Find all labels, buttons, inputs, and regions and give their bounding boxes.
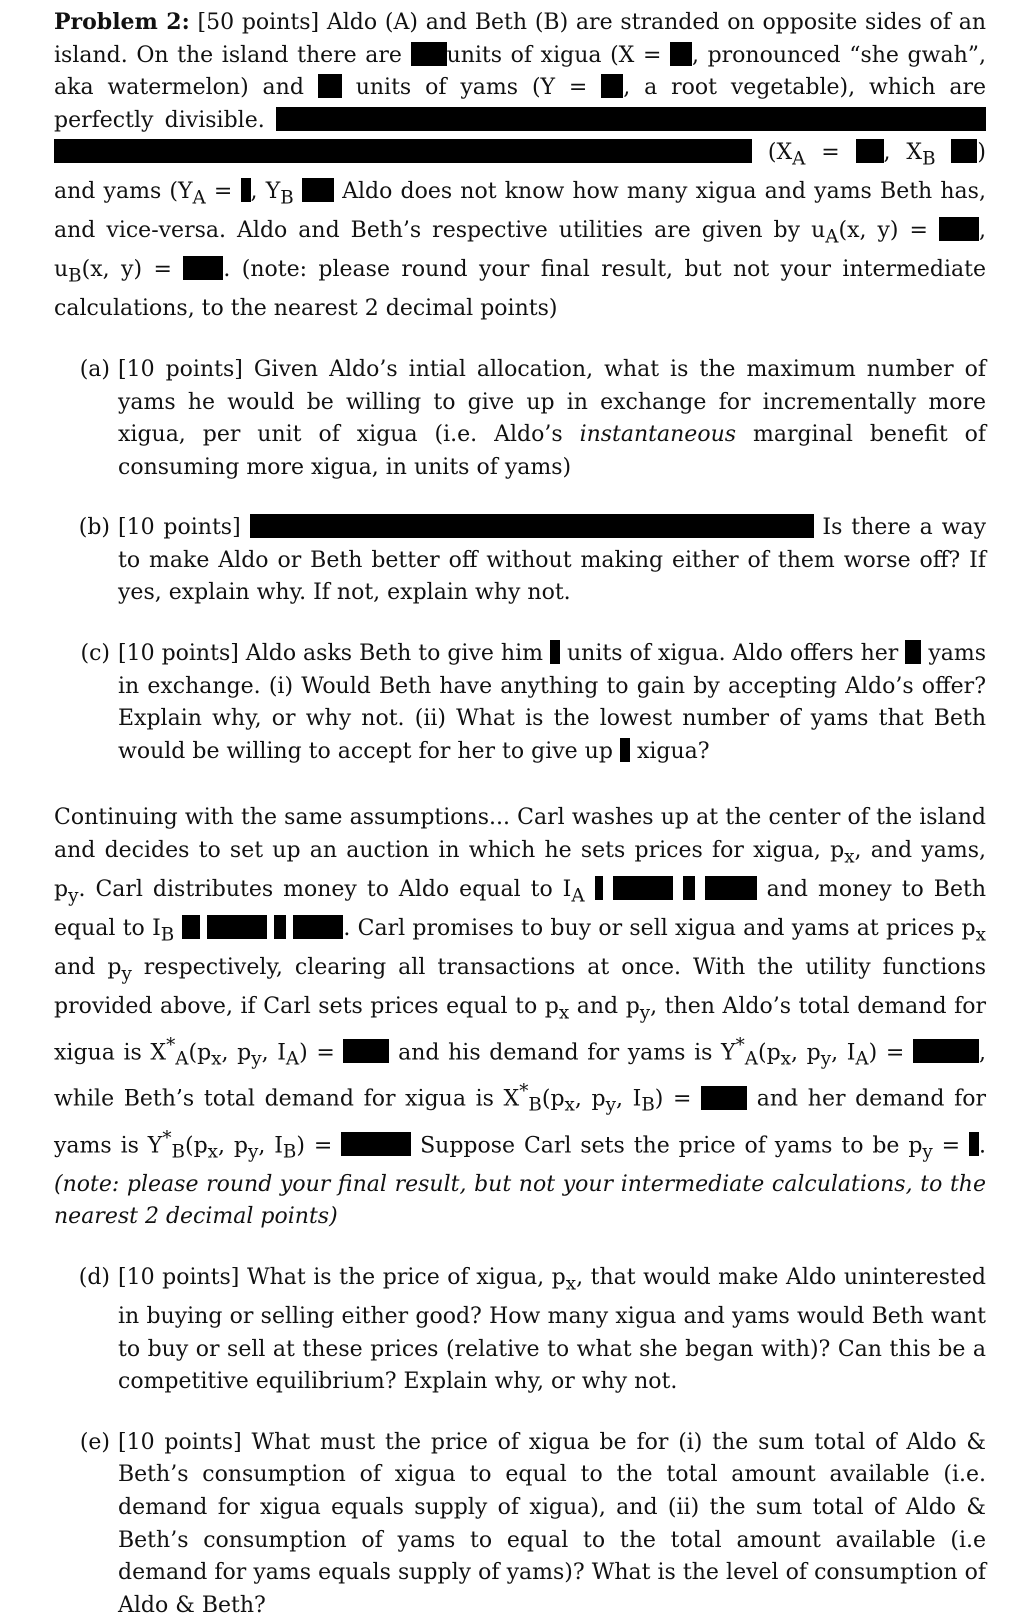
redaction	[318, 74, 342, 98]
redaction	[601, 74, 623, 98]
problem-intro: Problem 2: [50 points] Aldo (A) and Beth (B) are stranded on opposite sides of an island. On the island there are units of xigua (X = , pronounced “she gwah”, aka watermelon) and units of yams (Y = , a root vegetable), which are perfectly divisible. ($X_A$ = , $X_B$ ) and yams ($Y_A$ = , $Y_B$ Aldo does not know how many xigua and yams Beth has, and vice-versa. Aldo and Beth’s respective utilities are given by $u_A(x$, y) = , $u_B(x$, y) = . (note: please round your final result, but not your intermediate calculations, to the nearest 2 decimal points)	[54, 9, 987, 322]
part-a: (a) [10 points] Given Aldo’s intial allocation, what is the maximum number of yams he would be willing to give up in exchange for incrementally more xigua, per unit of xigua (i.e. Aldo’s instantaneous marginal benefit of consuming more xigua, in units of yams)	[79, 356, 986, 480]
redaction	[54, 139, 752, 163]
redaction	[207, 915, 267, 939]
redaction	[182, 915, 200, 939]
redaction	[411, 42, 447, 66]
redaction	[670, 42, 692, 66]
redaction	[683, 876, 695, 900]
redaction	[250, 514, 814, 538]
redaction	[241, 178, 251, 202]
redaction	[274, 915, 286, 939]
part-e: (e) [10 points] What must the price of xigua be for (i) the sum total of Aldo & Beth’s consumption of xigua to equal to the total amount available (i.e. demand for xigua equals supply of xigua), and (ii) the sum total of Aldo & Beth’s consumption of yams to equal to the total amount available (i.e demand for yams equals supply of yams)? What is the level of consumption of Aldo & Beth?	[79, 1429, 986, 1618]
redaction	[905, 640, 921, 664]
problem-label: Problem 2:	[54, 9, 190, 35]
redaction	[969, 1132, 979, 1156]
redaction	[595, 876, 603, 900]
redaction	[550, 640, 560, 664]
redaction	[620, 738, 630, 762]
redaction	[613, 876, 673, 900]
redaction	[705, 876, 757, 900]
redaction	[939, 217, 979, 241]
redaction	[913, 1039, 979, 1063]
redaction	[341, 1132, 411, 1156]
part-d: (d) [10 points] What is the price of xigua, $p_x$, that would make Aldo uninterested in buying or selling either good? How many xigua and yams would Beth want to buy or sell at these prices (relative to what she began with)? Can this be a competitive equilibrium? Explain why, or why not.	[78, 1265, 986, 1395]
redaction	[856, 139, 884, 163]
redaction	[701, 1086, 747, 1110]
redaction	[293, 915, 343, 939]
redaction	[302, 178, 334, 202]
part-b: (b) [10 points] Is there a way to make Aldo or Beth better off without making either of them worse off? If yes, explain why. If not, explain why not.	[78, 515, 986, 606]
redaction	[183, 256, 223, 280]
redaction	[343, 1039, 389, 1063]
part-c: (c) [10 points] Aldo asks Beth to give him units of xigua. Aldo offers her yams in exchange. (i) Would Beth have anything to gain by accepting Aldo’s offer? Explain why, or why not. (ii) What is the lowest number of yams that Beth would be willing to accept for her to give up xigua?	[80, 641, 987, 764]
redaction	[951, 139, 977, 163]
redaction	[276, 107, 986, 131]
continuation-paragraph: Continuing with the same assumptions... Carl washes up at the center of the island and decides to set up an auction in which he sets prices for xigua, $p_x$, and yams, $p_y$. Carl distributes money to Aldo equal to $I_A$ and money to Beth equal to $I_B$ . Carl promises to buy or sell xigua and yams at prices $p_x$ and $p_y$ respectively, clearing all transactions at once. With the utility functions provided above, if Carl sets prices equal to $p_x$ and $p_y$, then Aldo’s total demand for xigua is $X^*_A(p_x$, $p_y$, $I_A$) = and his demand for yams is $Y^*_A(p_x$, $p_y$, $I_A$) = , while Beth’s total demand for xigua is $X^*_B(p_x$, $p_y$, $I_B$) = and her demand for yams is $Y^*_B(p_x$, $p_y$, $I_B$) = Suppose Carl sets the price of yams to be $p_y$ = . (note: please round your final result, but not your intermediate calculations, to the nearest 2 decimal points)	[54, 805, 987, 1230]
